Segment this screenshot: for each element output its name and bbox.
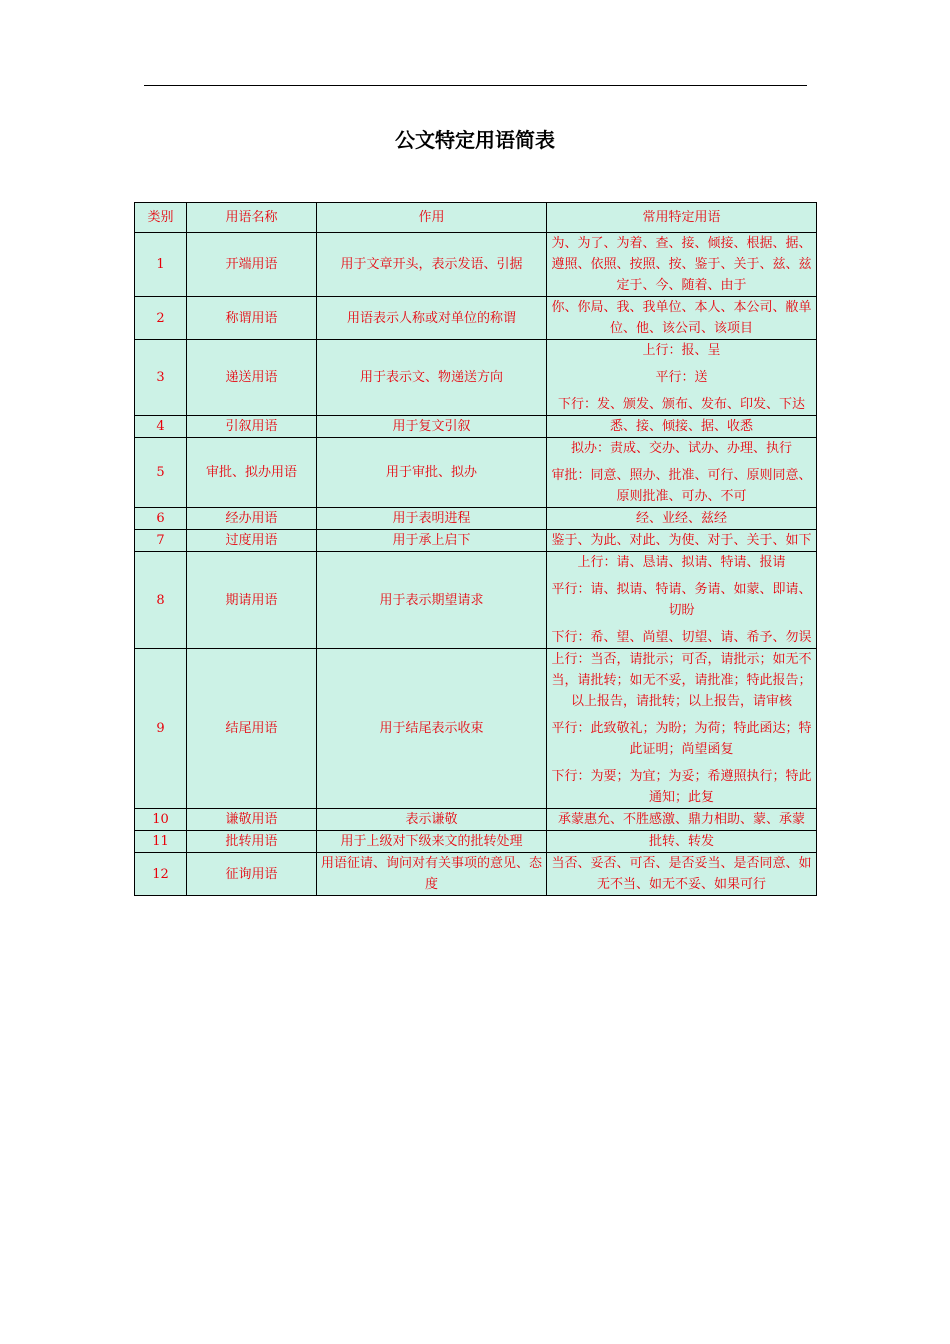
- phrase-group: 下行：为要；为宜；为妥；希遵照执行；特此通知；此复: [551, 769, 812, 805]
- phrase-group: 审批：同意、照办、批准、可行、原则同意、原则批准、可办、不可: [551, 468, 812, 504]
- common-phrases: [547, 831, 817, 853]
- document-title: 公文特定用语简表: [395, 128, 555, 152]
- table-row: [135, 297, 817, 340]
- category-number: 1: [135, 233, 187, 297]
- phrase-group: 上行：报、呈: [642, 343, 721, 358]
- header-term-name: 用语名称: [187, 203, 317, 233]
- phrase-group: 当否、妥否、可否、是否妥当、是否同意、如无不当、如无不妥、如果可行: [551, 856, 812, 892]
- common-phrases: [547, 416, 817, 438]
- category-number: 10: [135, 809, 187, 831]
- term-function: 用于表明进程: [317, 508, 547, 530]
- term-name: 过度用语: [187, 530, 317, 552]
- header-common-phrases: 常用特定用语: [547, 203, 817, 233]
- table-row: [135, 649, 817, 809]
- phrase-group: 你、你局、我、我单位、本人、本公司、敝单位、他、该公司、该项目: [551, 300, 812, 336]
- phrase-group: 鉴于、为此、对此、为使、对于、关于、如下: [551, 533, 812, 548]
- terms-table: [134, 202, 817, 896]
- header-rule: [144, 85, 807, 86]
- term-name: 审批、拟办用语: [187, 438, 317, 508]
- table-row: [135, 438, 817, 508]
- common-phrases: [547, 438, 817, 508]
- table-row: [135, 552, 817, 649]
- common-phrases: [547, 233, 817, 297]
- table-row: [135, 233, 817, 297]
- phrase-group: 承蒙惠允、不胜感激、鼎力相助、蒙、承蒙: [557, 812, 805, 827]
- common-phrases: [547, 649, 817, 809]
- table-row: [135, 530, 817, 552]
- term-function: 用于文章开头，表示发语、引据: [317, 233, 547, 297]
- common-phrases: [547, 508, 817, 530]
- category-number: 6: [135, 508, 187, 530]
- phrase-group: 平行：送: [655, 370, 708, 385]
- phrase-group: 批转、转发: [648, 834, 714, 849]
- phrase-group: 下行：希、望、尚望、切望、请、希予、勿误: [551, 630, 812, 645]
- common-phrases: [547, 530, 817, 552]
- term-function: 用于结尾表示收束: [317, 649, 547, 809]
- header-function: 作用: [317, 203, 547, 233]
- term-name: 征询用语: [187, 853, 317, 896]
- term-function: 表示谦敬: [317, 809, 547, 831]
- phrase-group: 经、业经、兹经: [635, 511, 727, 526]
- table-row: [135, 853, 817, 896]
- term-name: 开端用语: [187, 233, 317, 297]
- category-number: 5: [135, 438, 187, 508]
- phrase-group: 上行：请、恳请、拟请、特请、报请: [577, 555, 786, 570]
- phrase-group: 为、为了、为着、查、接、倾接、根据、据、遵照、依照、按照、按、鉴于、关于、兹、兹定于、今、随着、由于: [551, 236, 812, 293]
- category-number: 12: [135, 853, 187, 896]
- table-row: [135, 831, 817, 853]
- common-phrases: [547, 809, 817, 831]
- term-name: 结尾用语: [187, 649, 317, 809]
- category-number: 9: [135, 649, 187, 809]
- table-row: [135, 416, 817, 438]
- table-row: [135, 508, 817, 530]
- header-row: [135, 203, 817, 233]
- table-row: [135, 809, 817, 831]
- term-name: 谦敬用语: [187, 809, 317, 831]
- category-number: 8: [135, 552, 187, 649]
- common-phrases: [547, 340, 817, 416]
- term-function: 用于承上启下: [317, 530, 547, 552]
- term-function: 用于表示期望请求: [317, 552, 547, 649]
- phrase-group: 拟办：责成、交办、试办、办理、执行: [570, 441, 792, 456]
- common-phrases: [547, 297, 817, 340]
- term-function: 用于上级对下级来文的批转处理: [317, 831, 547, 853]
- category-number: 4: [135, 416, 187, 438]
- common-phrases: [547, 853, 817, 896]
- table-row: [135, 340, 817, 416]
- term-name: 批转用语: [187, 831, 317, 853]
- category-number: 11: [135, 831, 187, 853]
- term-name: 经办用语: [187, 508, 317, 530]
- term-name: 引叙用语: [187, 416, 317, 438]
- phrase-group: 上行：当否，请批示；可否，请批示；如无不当，请批转；如无不妥，请批准；特此报告；以上报告，请批转；以上报告，请审核: [551, 652, 812, 709]
- term-function: 用于复文引叙: [317, 416, 547, 438]
- term-name: 递送用语: [187, 340, 317, 416]
- term-function: 用语表示人称或对单位的称谓: [317, 297, 547, 340]
- term-function: 用于表示文、物递送方向: [317, 340, 547, 416]
- term-name: 称谓用语: [187, 297, 317, 340]
- common-phrases: [547, 552, 817, 649]
- phrase-group: 悉、接、倾接、据、收悉: [609, 419, 753, 434]
- header-category: 类别: [135, 203, 187, 233]
- phrase-group: 平行：请、拟请、特请、务请、如蒙、即请、切盼: [551, 582, 812, 618]
- term-name: 期请用语: [187, 552, 317, 649]
- term-function: 用语征请、询问对有关事项的意见、态度: [317, 853, 547, 896]
- category-number: 3: [135, 340, 187, 416]
- phrase-group: 平行：此致敬礼；为盼；为荷；特此函达；特此证明；尚望函复: [551, 721, 812, 757]
- phrase-group: 下行：发、颁发、颁布、发布、印发、下达: [557, 397, 805, 412]
- term-function: 用于审批、拟办: [317, 438, 547, 508]
- category-number: 2: [135, 297, 187, 340]
- category-number: 7: [135, 530, 187, 552]
